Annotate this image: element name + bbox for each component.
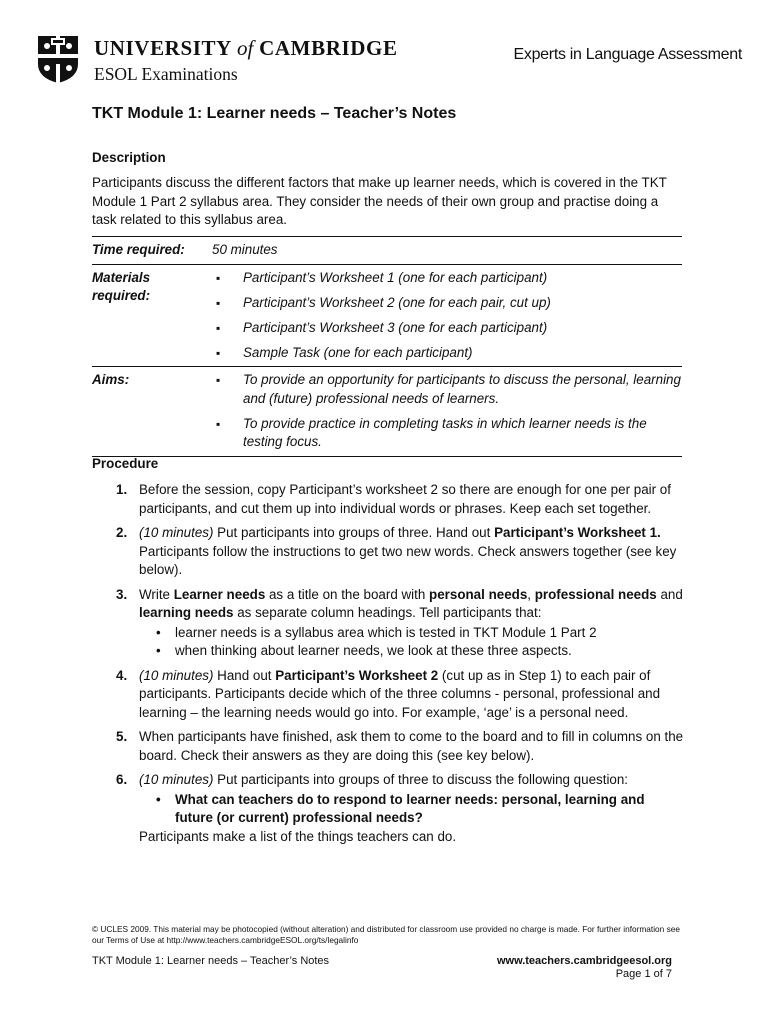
step6-bullets	[92, 791, 684, 828]
tagline: Experts in Language Assessment	[513, 46, 742, 63]
document-header	[36, 30, 748, 86]
aims-item: ▪ To provide practice in completing tasks in which learner needs is the testing focus.	[212, 415, 682, 452]
bullet-item: • What can teachers do to respond to learner needs: personal, learning and future (or current) professional needs?	[139, 791, 684, 828]
copyright-notice: © UCLES 2009. This material may be photocopied (without alteration) and distributed for classroom use provided no charge is made. For further information see our Terms of Use at http://www.teachers.cambridgeESOL.org/ts/legalinfo	[92, 924, 680, 945]
materials-list	[212, 269, 682, 363]
step-number: 3.	[116, 586, 128, 602]
bullet-item: • when thinking about learner needs, we look at these three aspects.	[139, 642, 684, 661]
cambridge-crest-logo	[36, 34, 80, 84]
university-name: UNIVERSITY of CAMBRIDGE	[94, 36, 398, 60]
aims-item: ▪ To provide an opportunity for participants to discuss the personal, learning and (future) professional needs of learners.	[212, 371, 682, 408]
materials-item: ▪ Participant’s Worksheet 3 (one for each participant)	[212, 319, 682, 338]
step-number: 4.	[116, 667, 128, 683]
aims-row	[92, 366, 682, 456]
procedure-step: 3. Write Learner needs as a title on the board with personal needs, professional needs and learning needs as separate column headings. Tell participants that: • learner needs is a syllabus area which is tested in TKT Module 1 Part 2 • when thinking about learner needs, we look at these three aspects.	[92, 586, 684, 661]
description-heading: Description	[92, 150, 166, 165]
materials-item: ▪ Participant’s Worksheet 1 (one for each participant)	[212, 269, 682, 288]
footer-url-link[interactable]: www.teachers.cambridgeesol.org	[496, 955, 672, 967]
bullet-item: • learner needs is a syllabus area which is tested in TKT Module 1 Part 2	[139, 624, 684, 643]
time-row	[92, 237, 682, 264]
procedure-step: 5. When participants have finished, ask them to come to the board and to fill in columns on the board. Check their answers as they are doing this (see key below).	[116, 729, 684, 763]
esol-subtitle: ESOL Examinations	[94, 64, 238, 84]
time-label: Time required:	[92, 242, 185, 257]
step-number: 5.	[116, 729, 128, 744]
step3-bullets	[92, 624, 684, 661]
step6-followup: Participants make a list of the things teachers can do.	[139, 828, 457, 844]
materials-label: Materials required:	[92, 269, 151, 303]
materials-row	[92, 264, 682, 367]
page-number: Page 1 of 7	[615, 968, 672, 980]
time-value: 50 minutes	[212, 242, 278, 257]
procedure-step: 4. (10 minutes) Hand out Participant’s Worksheet 2 (cut up as in Step 1) to each pair of participants. Participants decide which of the three columns - personal, professional and learning – the learning needs would go into. For example, ‘age’ is a personal need.	[116, 667, 661, 720]
document-title: TKT Module 1: Learner needs – Teacher’s Notes	[92, 105, 457, 122]
step-number: 1.	[116, 482, 128, 497]
step-number: 2.	[116, 525, 128, 540]
footer-doc-name: TKT Module 1: Learner needs – Teacher’s Notes	[92, 955, 330, 967]
procedure-step: 6. (10 minutes) Put participants into groups of three to discuss the following question: • What can teachers do to respond to learner needs: personal, learning and future (or current) professional needs?	[92, 771, 684, 828]
procedure-heading: Procedure	[92, 456, 159, 471]
aims-list	[212, 371, 682, 452]
materials-item: ▪ Participant’s Worksheet 2 (one for each pair, cut up)	[212, 294, 682, 313]
procedure-list	[92, 481, 684, 846]
aims-label: Aims:	[92, 372, 130, 387]
procedure-step: 2. (10 minutes) Put participants into groups of three. Hand out Participant’s Worksheet 1. Participants follow the instructions to get two new words. Check answers together (see key below).	[116, 525, 677, 577]
description-text: Participants discuss the different factors that make up learner needs, which is covered in the TKT Module 1 Part 2 syllabus area. They consider the needs of their own group and practise doing a task related to this syllabus area.	[92, 175, 667, 227]
step-number: 6.	[116, 772, 128, 787]
procedure-step: 1. Before the session, copy Participant’s worksheet 2 so there are enough for one per pair of participants, and cut them up into individual words or phrases. Keep each set together.	[116, 482, 671, 516]
materials-item: ▪ Sample Task (one for each participant)	[212, 344, 682, 363]
info-table	[92, 236, 682, 457]
